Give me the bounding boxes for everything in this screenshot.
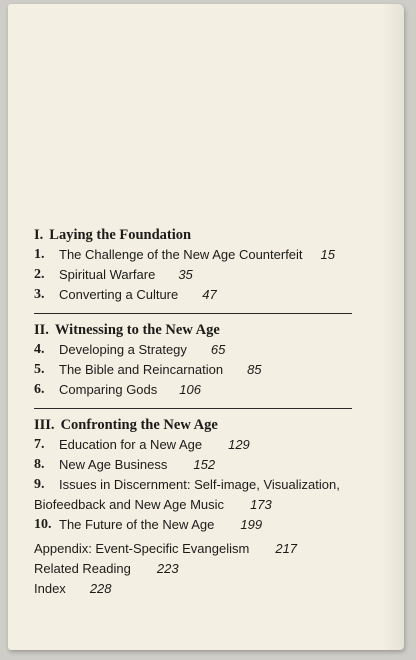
chapter-title: Converting a Culture <box>59 287 179 302</box>
page-number: 223 <box>156 561 179 576</box>
page-number: 106 <box>179 382 201 397</box>
chapter-number: 7. <box>34 437 45 452</box>
chapter-number: 4. <box>34 342 45 357</box>
chapter-title: Comparing Gods <box>59 382 158 397</box>
chapter-title: Education for a New Age <box>59 437 203 452</box>
part-heading <box>34 320 354 340</box>
section-divider <box>34 408 352 409</box>
chapter-number: 8. <box>34 457 45 472</box>
toc-entry <box>34 265 354 285</box>
chapter-title: Issues in Discernment: Self-image, Visualization, <box>59 477 340 492</box>
part-3 <box>34 415 354 535</box>
section-divider <box>34 313 352 314</box>
toc-entry <box>34 455 354 475</box>
part-heading <box>34 415 354 435</box>
page-number: 217 <box>275 541 298 556</box>
page-number: 173 <box>250 497 272 512</box>
part-numeral: II. <box>34 322 49 338</box>
chapter-number: 9. <box>34 477 45 492</box>
page-number: 199 <box>240 517 263 532</box>
toc-entry-continuation <box>34 495 354 515</box>
chapter-title: Developing a Strategy <box>59 342 187 357</box>
chapter-number: 6. <box>34 382 45 397</box>
book-page <box>8 4 404 650</box>
toc-entry <box>34 579 354 599</box>
part-numeral: III. <box>34 417 55 433</box>
toc-entry <box>34 380 354 400</box>
part-heading <box>34 225 354 245</box>
part-title: Witnessing to the New Age <box>54 322 220 338</box>
toc-entry <box>34 285 354 305</box>
chapter-title: The Challenge of the New Age Counterfeit <box>59 247 303 262</box>
part-numeral: I. <box>34 227 44 243</box>
part-title: Laying the Foundation <box>49 227 192 243</box>
entry-title: Index <box>34 581 66 596</box>
toc-entry <box>34 435 354 455</box>
toc-entry <box>34 559 354 579</box>
part-1 <box>34 225 354 305</box>
entry-title: Related Reading <box>34 561 131 576</box>
chapter-number: 5. <box>34 362 45 377</box>
page-number: 85 <box>247 362 262 377</box>
page-number: 47 <box>202 287 217 302</box>
page-number: 15 <box>320 247 336 262</box>
chapter-title: Biofeedback and New Age Music <box>34 497 225 512</box>
toc-entry <box>34 360 354 380</box>
toc-entry <box>34 539 354 559</box>
page-number: 152 <box>193 457 216 472</box>
part-2 <box>34 320 354 400</box>
chapter-number: 1. <box>34 247 45 262</box>
entry-title: Appendix: Event-Specific Evangelism <box>34 541 250 556</box>
chapter-number: 2. <box>34 267 45 282</box>
part-title: Confronting the New Age <box>60 417 218 433</box>
toc-entry <box>34 245 354 265</box>
table-of-contents <box>34 225 354 599</box>
back-matter <box>34 539 354 599</box>
chapter-title: The Future of the New Age <box>59 517 215 532</box>
chapter-title: Spiritual Warfare <box>59 267 156 282</box>
toc-entry <box>34 475 354 495</box>
toc-entry <box>34 515 354 535</box>
page-number: 228 <box>89 581 112 596</box>
toc-entry <box>34 340 354 360</box>
chapter-number: 10. <box>34 517 52 532</box>
page-number: 35 <box>178 267 193 282</box>
page-number: 65 <box>210 342 226 357</box>
chapter-title: New Age Business <box>59 457 168 472</box>
chapter-title: The Bible and Reincarnation <box>59 362 224 377</box>
chapter-number: 3. <box>34 287 45 302</box>
page-number: 129 <box>228 437 250 452</box>
